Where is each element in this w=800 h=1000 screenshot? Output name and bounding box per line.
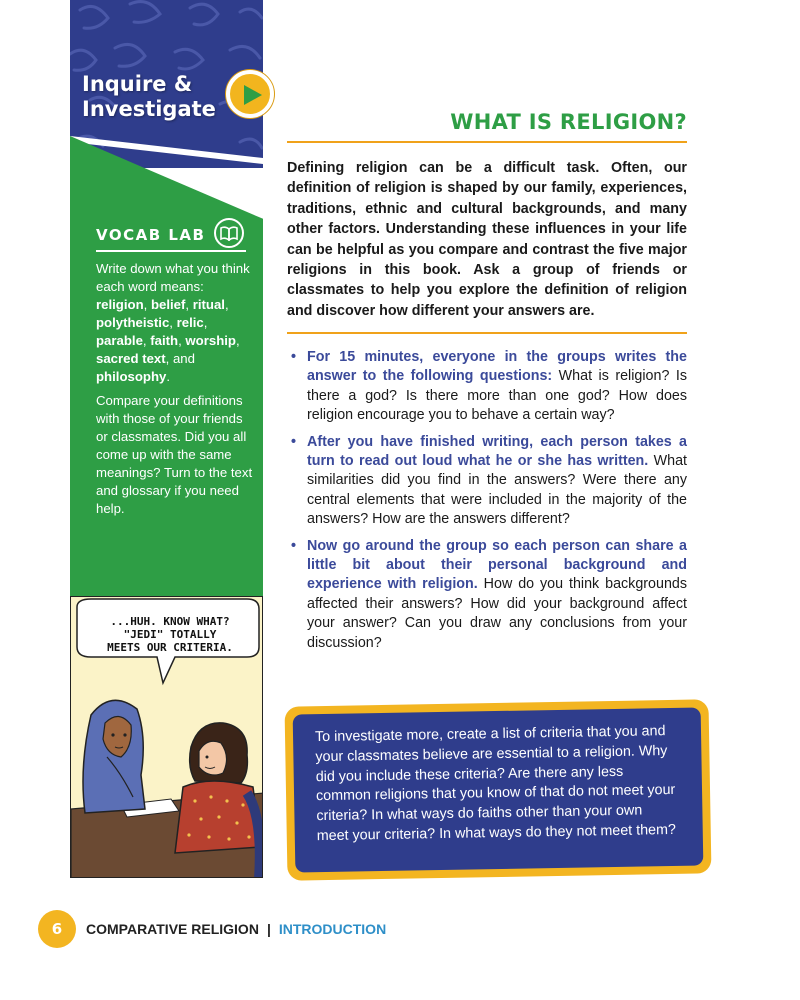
vocab-term: religion [96,297,144,312]
bullet-dot-icon: • [291,433,297,450]
intro-rule [287,332,687,334]
banner-title [82,72,232,122]
comic-illustration [70,596,263,878]
list-item [287,537,687,653]
bullet-dot-icon: • [291,537,297,554]
activity-list [287,348,687,660]
bullet-text: What similarities did you find in the answers? Were there any central elements that were included in the majority of the answers? How are the answers different? [307,453,687,528]
book-title: COMPARATIVE RELIGION [86,921,259,937]
bullet-text: What is religion? Is there a god? Is there more than one god? How does religion encourage you to behave a certain way? [307,368,687,424]
footer-separator: | [266,921,271,937]
vocab-instructions: Write down what you think each word means: religion, belief, ritual, polytheistic, relic, parable, faith, worship, sacred text, and philosophy. [96,261,250,384]
vocab-term: worship [185,333,236,348]
bullet-text: How do you think backgrounds affected their answers? How did your background affect your answer? Can you draw any conclusions from your discussion? [307,576,687,651]
list-item [287,348,687,426]
bullet-dot-icon: • [291,349,297,365]
page-number: 6 [38,910,76,948]
vocab-lab-body [96,260,256,524]
callout-text: To investigate more, create a list of criteria that you and your classmates believe are essential to a religion. Why did you include these criteria? Are there any less common religions that you know of that do not meet your criteria? In what ways do faiths other than your own meet your criteria? In what ways do they not meet them? [314,723,677,845]
bullet-lead: After you have finished writing, each person takes a turn to read out loud what he or she has written. [307,433,687,470]
running-footer [86,921,386,937]
vocab-lab-heading: VOCAB LAB [96,226,206,244]
vocab-term: faith [150,333,179,348]
section-name: INTRODUCTION [278,921,387,937]
speech-line: "JEDI" TOTALLY [123,628,217,641]
intro-paragraph: Defining religion can be a difficult task. Often, our definition of religion is shaped by our family, experiences, traditions, ethnic and cultural backgrounds, and many other factors. Understanding these influences in your life can be helpful as you compare and contrast the five major religions in this book. Ask a group of friends or classmates to help you explore the definition of religion and discover how different your answers are. [287,160,687,319]
list-item [287,433,687,530]
play-icon[interactable] [226,70,274,118]
vocab-term: philosophy [96,369,167,384]
bullet-lead: For 15 minutes, everyone in the groups writes the answer to the following questions: [307,349,687,385]
banner-title-line2: Investigate [82,97,216,121]
speech-line: ...HUH. KNOW WHAT? [110,615,230,628]
vocab-term: polytheistic [96,315,170,330]
vocab-compare-text: Compare your definitions with those of your friends or classmates. Did you all come up with the same meanings? Turn to the text and glossary if you need help. [96,393,253,516]
open-book-icon [214,218,244,248]
sidebar [70,0,263,878]
vocab-term: relic [176,315,204,330]
page-title: WHAT IS RELIGION? [450,110,687,134]
vocab-lab-rule [96,250,246,252]
investigate-callout [285,699,712,880]
vocab-term: sacred text [96,351,166,366]
banner-title-line1: Inquire & [82,72,193,96]
comic-speech-text [91,615,249,654]
vocab-and: and [172,351,195,366]
bullet-lead: Now go around the group so each person can share a little bit about their personal background and experience with religion. [307,537,687,593]
vocab-intro-text: Write down what you think each word means: [96,261,250,294]
speech-line: MEETS OUR CRITERIA. [107,641,233,654]
title-rule [287,141,687,143]
callout-box [293,707,704,872]
vocab-term: ritual [192,297,225,312]
vocab-term: belief [150,297,186,312]
vocab-term: parable [96,333,143,348]
